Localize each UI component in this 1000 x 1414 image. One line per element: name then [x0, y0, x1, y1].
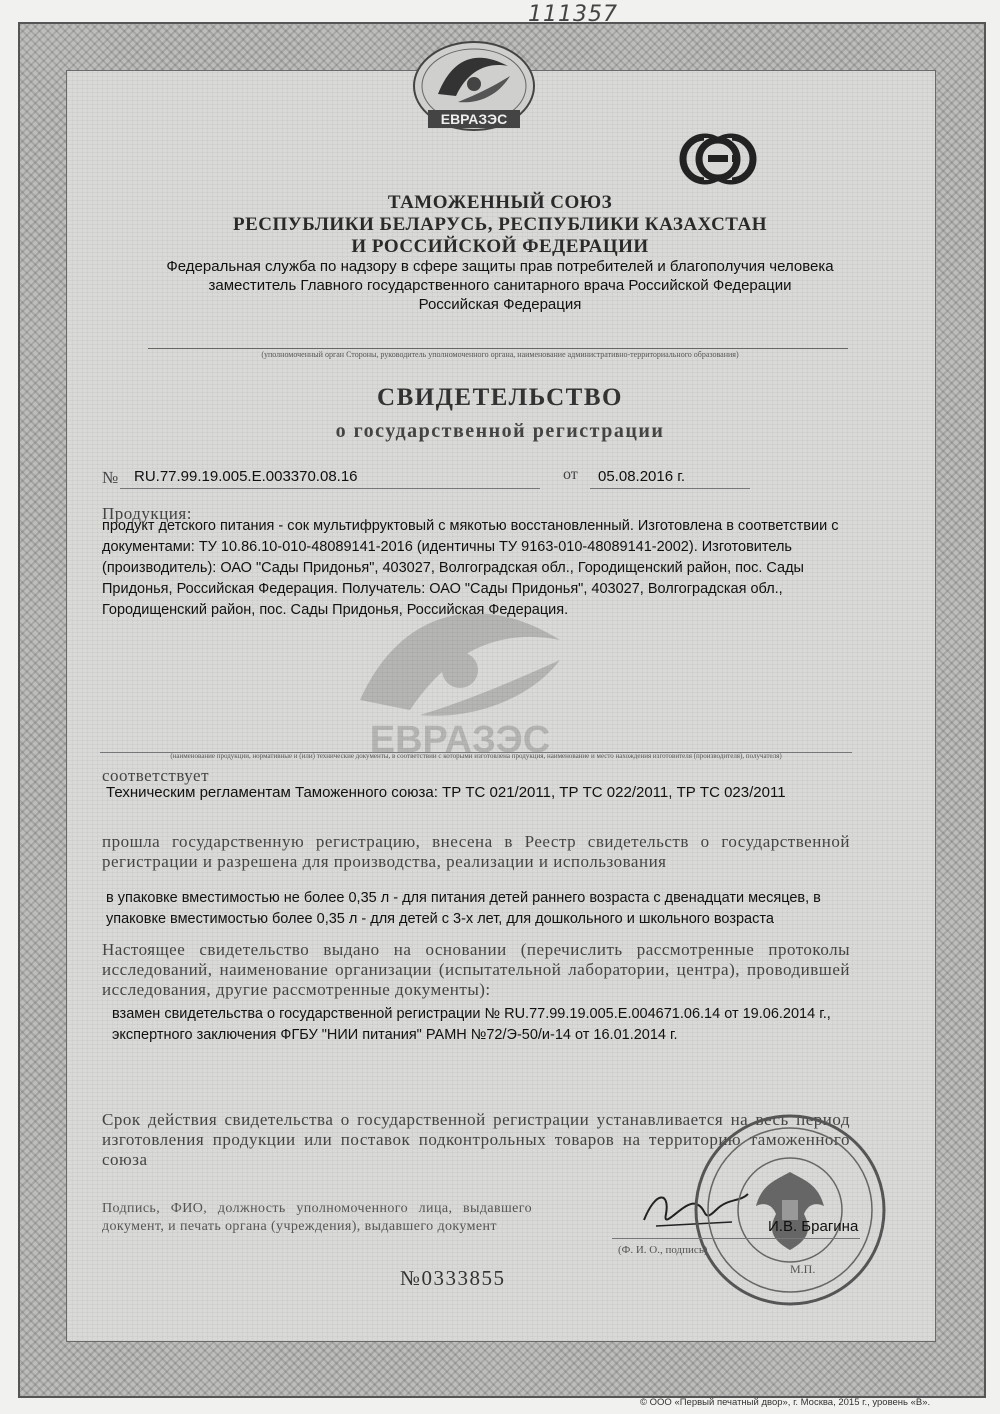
authority-underline — [148, 348, 848, 349]
registration-date-label: от — [563, 466, 578, 483]
document-subtitle: о государственной регистрации — [335, 420, 665, 442]
fio-caption: (Ф. И. О., подпись) — [618, 1244, 708, 1256]
basis-text: взамен свидетельства о государственной регистрации № RU.77.99.19.005.Е.004671.06.14 от 19.06.2014 г., экспертного заключения ФГБУ "НИИ питания" РАМН №72/Э-50/и-14 от 16.01.2014 г. — [112, 1006, 831, 1043]
document-title: СВИДЕТЕЛЬСТВО — [377, 384, 623, 411]
product-label: Продукция: — [102, 504, 192, 523]
product-text: продукт детского питания - сок мультифруктовый с мякотью восстановленный. Изготовлена в соответствии с документами: ТУ 10.86.10-010-48089141-2016 (идентичны ТУ 9163-010-48089141-2002). Изготовитель (производитель): ОАО "Сады Придонья", 403027, Волгоградская обл., Городищенский район, пос. Сады Придонья, Российская Федерация. Получатель: ОАО "Сады Придонья", 403027, Волгоградская обл., Городищенский район, пос. Сады Придонья, Российская Федерация. — [102, 518, 839, 618]
validity-text: Срок действия свидетельства о государственной регистрации устанавливается на весь период изготовления продукции или поставок подконтрольных товаров на территорию таможенного союза — [102, 1110, 850, 1169]
printer-footer: © ООО «Первый печатный двор», г. Москва, 2015 г., уровень «В». — [640, 1397, 931, 1408]
header-line-3: И РОССИЙСКОЙ ФЕДЕРАЦИИ — [351, 236, 649, 257]
eurasec-watermark-icon — [300, 580, 620, 760]
signatory-name: И.В. Брагина — [768, 1218, 859, 1235]
eurasec-emblem-icon — [408, 36, 540, 134]
stamp-placeholder: М.П. — [790, 1262, 816, 1276]
authority-line-2: заместитель Главного государственного санитарного врача Российской Федерации — [208, 277, 792, 294]
authority-line-1: Федеральная служба по надзору в сфере защиты прав потребителей и благополучия человека — [166, 258, 834, 275]
header-line-1: ТАМОЖЕННЫЙ СОЮЗ — [387, 192, 613, 213]
registration-date: 05.08.2016 г. — [598, 468, 686, 485]
signature-label: Подпись, ФИО, должность уполномоченного лица, выдавшего документ, и печать органа (учреждения), выдавшего документ — [102, 1201, 532, 1234]
header-line-2: РЕСПУБЛИКИ БЕЛАРУСЬ, РЕСПУБЛИКИ КАЗАХСТАН — [232, 214, 768, 235]
handwritten-number: 111357 — [528, 2, 618, 27]
usage-text: в упаковке вместимостью не более 0,35 л - для питания детей раннего возраста с двенадцати месяцев, в упаковке вместимостью более 0,35 л - для детей с 3-х лет, для дошкольного и школьного возраста — [106, 890, 821, 927]
official-seal — [690, 1110, 890, 1315]
conformity-mark-icon — [678, 132, 758, 191]
product-caption: (наименование продукции, нормативные и (или) технические документы, в соответствии с которыми изготовлена продукция, наименование и место нахождения изготовителя (производителя), получателя) — [170, 752, 782, 760]
basis-label: Настоящее свидетельство выдано на основании (перечислить рассмотренные протоколы исследований, наименование организации (испытательной лаборатории, центра), проводившей исследования, другие рассмотренные документы): — [102, 940, 850, 999]
registration-date-underline — [590, 488, 750, 489]
authority-line-3: Российская Федерация — [418, 296, 582, 313]
authority-caption: (уполномоченный орган Стороны, руководитель уполномоченного органа, наименование административно-территориального образования) — [261, 350, 739, 359]
signature-underline — [612, 1238, 860, 1239]
conformity-label: соответствует — [102, 766, 210, 785]
logo-label: ЕВРАЗЭС — [440, 111, 508, 127]
registration-number: RU.77.99.19.005.Е.003370.08.16 — [134, 468, 358, 485]
conformity-text: Техническим регламентам Таможенного союза: ТР ТС 021/2011, ТР ТС 022/2011, ТР ТС 023/2011 — [106, 784, 786, 801]
euraзес-logo — [408, 36, 540, 134]
registration-number-underline — [120, 488, 540, 489]
form-number: №0333855 — [400, 1266, 506, 1290]
watermark-label: ЕВРАЗЭС — [369, 719, 551, 760]
registration-number-label: № — [102, 468, 119, 487]
registration-passed-text: прошла государственную регистрацию, внесена в Реестр свидетельств о государственной регистрации и разрешена для производства, реализации и использования — [102, 832, 850, 871]
